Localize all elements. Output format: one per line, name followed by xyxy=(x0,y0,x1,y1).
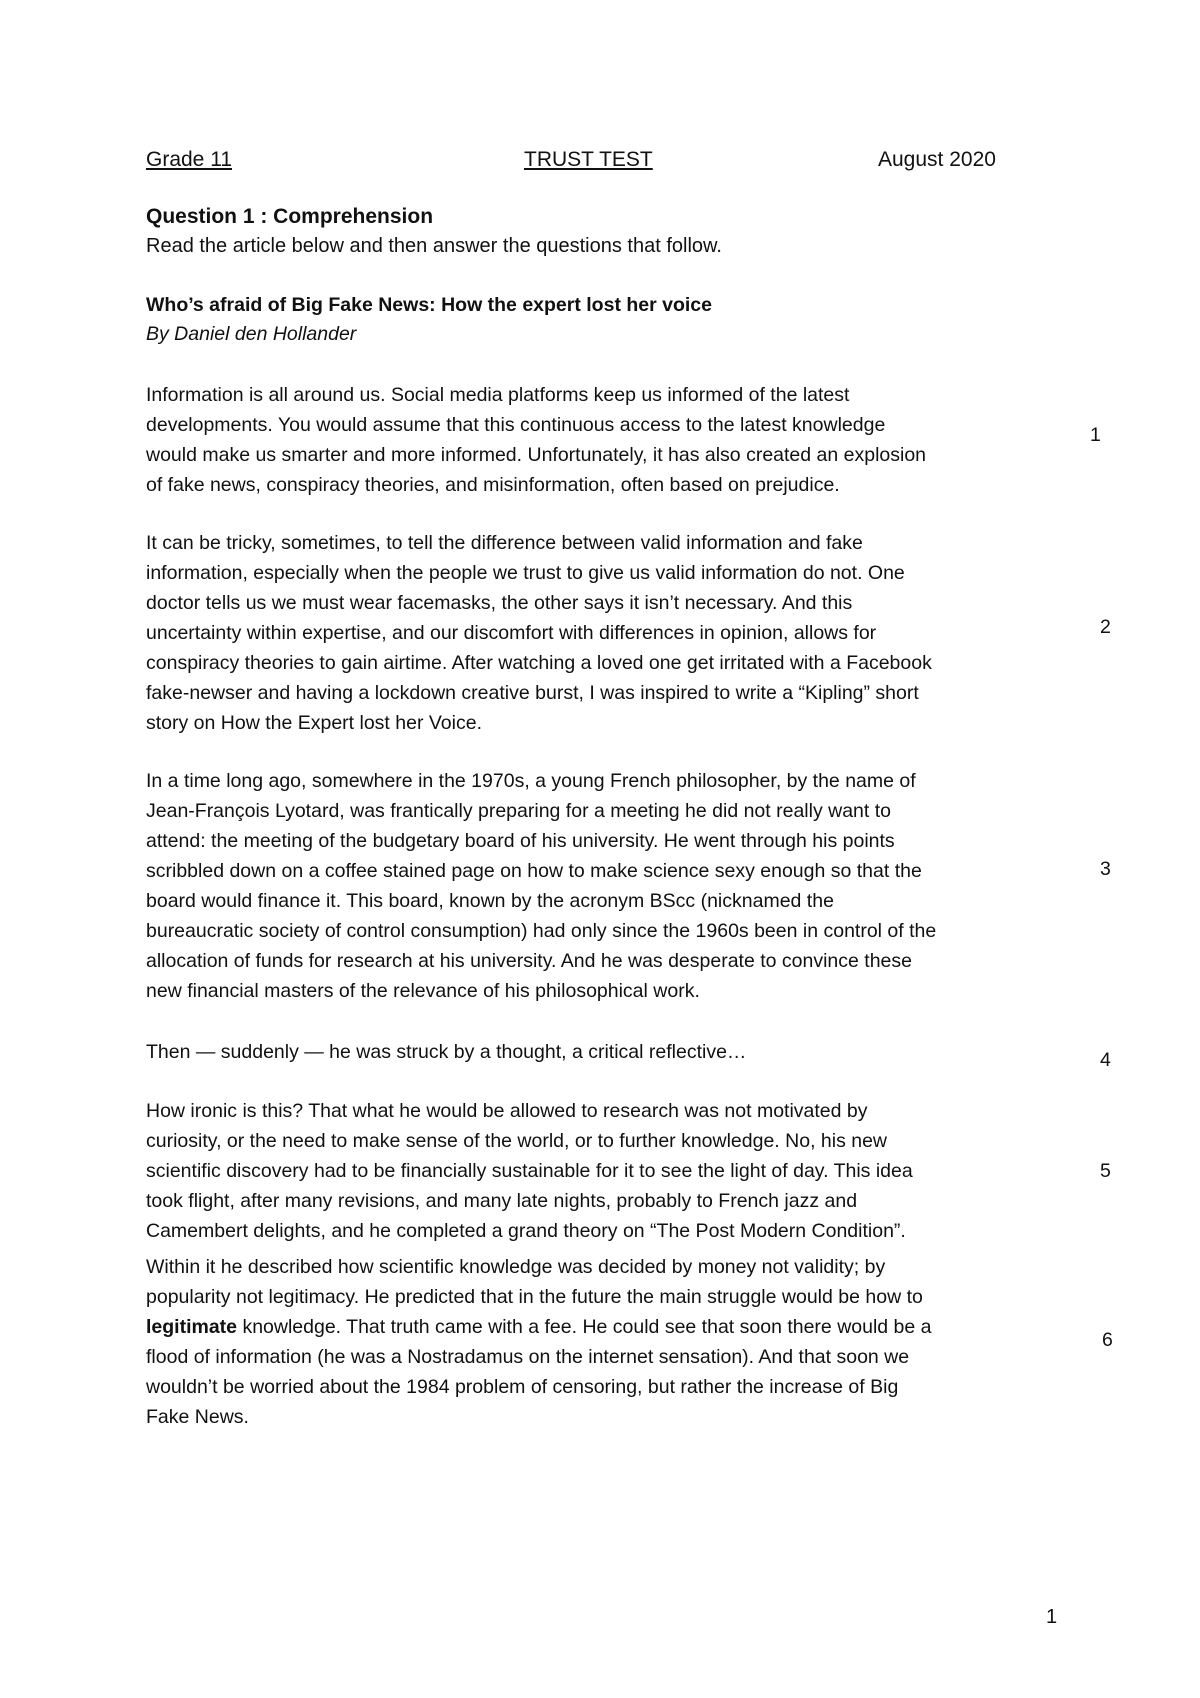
paragraph-line: Fake News. xyxy=(146,1406,249,1428)
paragraph-line: doctor tells us we must wear facemasks, the other says it isn’t necessary. And this xyxy=(146,592,853,614)
paragraph-number-1: 1 xyxy=(1090,424,1101,446)
paragraph-line: bureaucratic society of control consumption) had only since the 1960s been in control of the xyxy=(146,920,937,942)
paragraph-line: In a time long ago, somewhere in the 1970s, a young French philosopher, by the name of xyxy=(146,770,916,792)
paragraph-2 xyxy=(146,528,1076,738)
header-date: August 2020 xyxy=(878,148,996,171)
emphasis-legitimate: legitimate xyxy=(146,1316,238,1338)
paragraph-line: conspiracy theories to gain airtime. After watching a loved one get irritated with a Facebook xyxy=(146,652,932,674)
paragraph-number-6: 6 xyxy=(1102,1329,1113,1351)
paragraph-line: How ironic is this? That what he would be allowed to research was not motivated by xyxy=(146,1100,868,1122)
article-author: By Daniel den Hollander xyxy=(146,323,357,345)
paragraph-line: uncertainty within expertise, and our discomfort with differences in opinion, allows for xyxy=(146,622,877,644)
paragraph-line: took flight, after many revisions, and many late nights, probably to French jazz and xyxy=(146,1190,858,1212)
paragraph-3 xyxy=(146,766,1076,1006)
paragraph-line: attend: the meeting of the budgetary board of his university. He went through his points xyxy=(146,830,895,852)
paragraph-line: information, especially when the people we trust to give us valid information do not. One xyxy=(146,562,905,584)
paragraph-line: Information is all around us. Social media platforms keep us informed of the latest xyxy=(146,384,850,406)
page-number: 1 xyxy=(1046,1606,1058,1628)
paragraph-line: Jean-François Lyotard, was frantically preparing for a meeting he did not really want to xyxy=(146,800,891,822)
paragraph-line: It can be tricky, sometimes, to tell the difference between valid information and fake xyxy=(146,532,863,554)
question-title: Question 1 : Comprehension xyxy=(146,205,434,228)
paragraph-line: board would finance it. This board, known by the acronym BScc (nicknamed the xyxy=(146,890,834,912)
paragraph-number-3: 3 xyxy=(1100,858,1111,880)
paragraph-line: would make us smarter and more informed. Unfortunately, it has also created an explosion xyxy=(146,444,927,466)
paragraph-line: of fake news, conspiracy theories, and misinformation, often based on prejudice. xyxy=(146,474,840,496)
paragraph-line: allocation of funds for research at his university. And he was desperate to convince these xyxy=(146,950,912,972)
paragraph-line: wouldn’t be worried about the 1984 problem of censoring, but rather the increase of Big xyxy=(146,1376,899,1398)
paragraph-line: flood of information (he was a Nostradamus on the internet sensation). And that soon we xyxy=(146,1346,910,1368)
paragraph-line: story on How the Expert lost her Voice. xyxy=(146,712,482,734)
header-test-name: TRUST TEST xyxy=(524,148,653,171)
paragraph-line: Then — suddenly — he was struck by a thought, a critical reflective… xyxy=(146,1041,747,1063)
question-instruction: Read the article below and then answer the questions that follow. xyxy=(146,235,722,257)
paragraph-line: developments. You would assume that this continuous access to the latest knowledge xyxy=(146,414,886,436)
paragraph-line: fake-newser and having a lockdown creative burst, I was inspired to write a “Kipling” short xyxy=(146,682,919,704)
paragraph-line: Camembert delights, and he completed a grand theory on “The Post Modern Condition”. xyxy=(146,1220,906,1242)
paragraph-number-5: 5 xyxy=(1100,1160,1111,1182)
paragraph-line: scientific discovery had to be financially sustainable for it to see the light of day. This idea xyxy=(146,1160,913,1182)
paragraph-number-2: 2 xyxy=(1100,616,1111,638)
paragraph-4 xyxy=(146,1037,1076,1067)
paragraph-line-rest: knowledge. That truth came with a fee. He could see that soon there would be a xyxy=(237,1316,932,1338)
paragraph-6 xyxy=(146,1252,1076,1432)
paragraph-line: Within it he described how scientific knowledge was decided by money not validity; by xyxy=(146,1256,886,1278)
paragraph-1 xyxy=(146,380,1076,500)
paragraph-line xyxy=(146,1312,1076,1342)
article-title: Who’s afraid of Big Fake News: How the expert lost her voice xyxy=(146,294,712,316)
paragraph-line: curiosity, or the need to make sense of the world, or to further knowledge. No, his new xyxy=(146,1130,888,1152)
paragraph-line: new financial masters of the relevance of his philosophical work. xyxy=(146,980,700,1002)
paragraph-5 xyxy=(146,1096,1076,1246)
paragraph-line: scribbled down on a coffee stained page on how to make science sexy enough so that the xyxy=(146,860,922,882)
paragraph-number-4: 4 xyxy=(1100,1049,1111,1071)
header-grade: Grade 11 xyxy=(146,148,232,171)
paragraph-line: popularity not legitimacy. He predicted that in the future the main struggle would be how to xyxy=(146,1286,923,1308)
